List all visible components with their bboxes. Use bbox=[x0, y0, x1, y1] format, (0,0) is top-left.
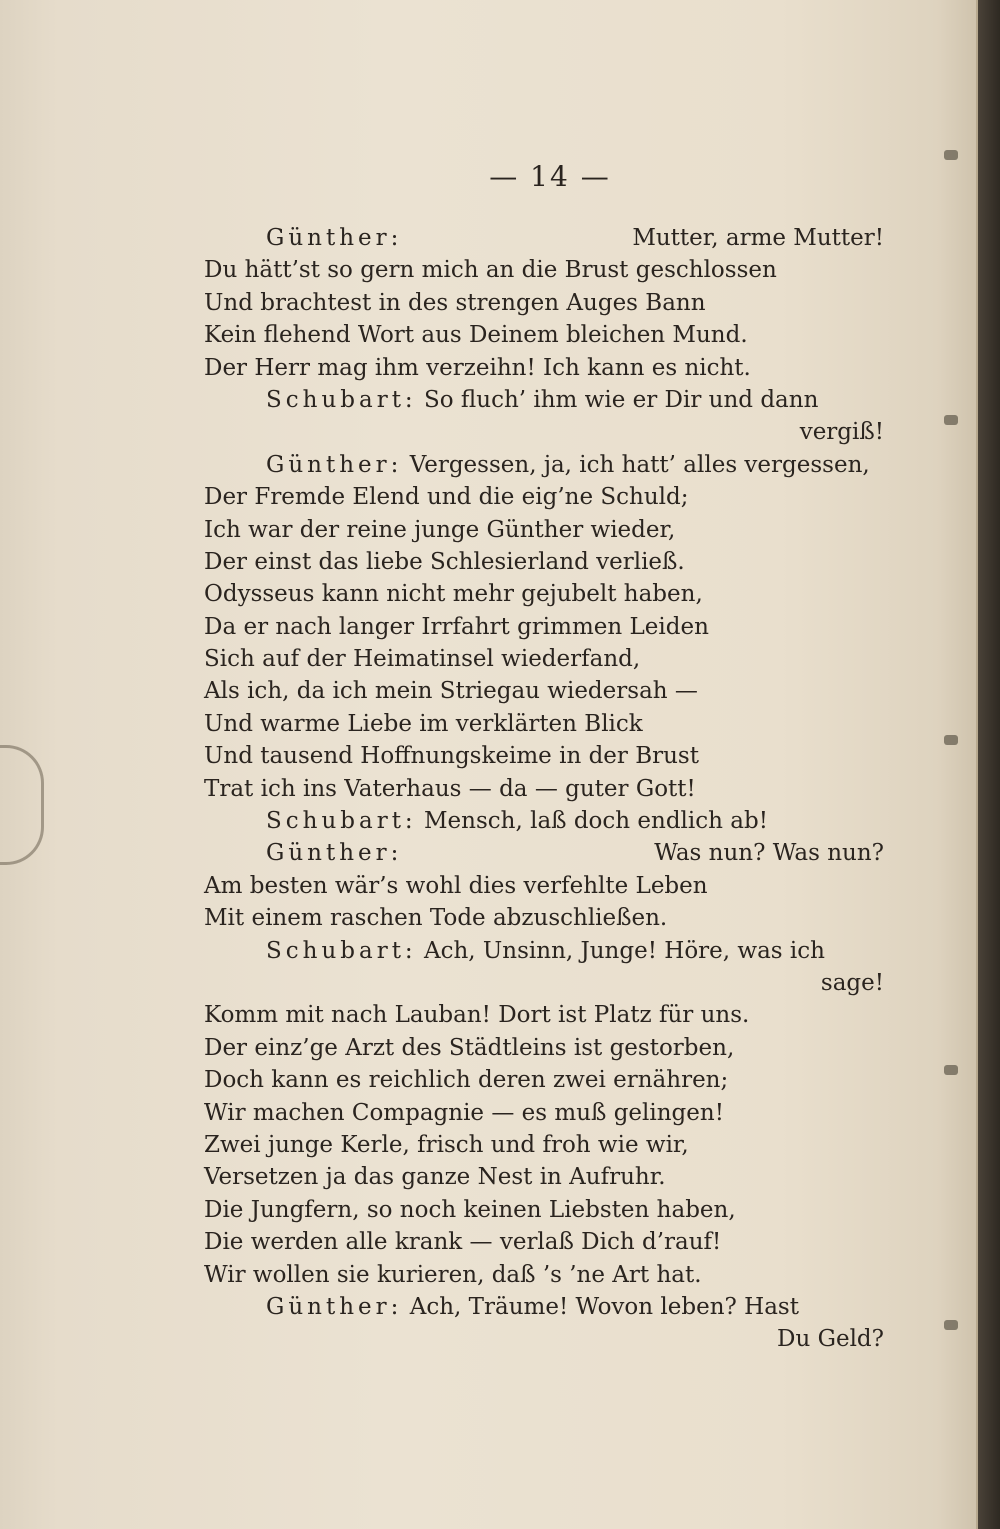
verse-text: Die werden alle krank — verlaß Dich d’rauf! bbox=[204, 1229, 722, 1256]
verse-text: Doch kann es reichlich deren zwei ernähren; bbox=[204, 1067, 729, 1094]
speaker-name: Schubart: bbox=[266, 937, 417, 964]
text-line bbox=[204, 902, 884, 934]
text-line bbox=[204, 416, 884, 448]
text-line bbox=[204, 643, 884, 675]
verse-text: Trat ich ins Vaterhaus — da — guter Gott! bbox=[204, 775, 696, 802]
text-line bbox=[204, 1064, 884, 1096]
text-line bbox=[204, 384, 884, 416]
text-line bbox=[204, 1194, 884, 1226]
edge-mark bbox=[944, 150, 958, 160]
speech-text: Ach, Unsinn, Junge! Höre, was ich bbox=[416, 937, 825, 964]
text-line bbox=[204, 514, 884, 546]
text-line bbox=[204, 578, 884, 610]
speech-continuation: sage! bbox=[820, 969, 884, 996]
verse-text: Und warme Liebe im verklärten Blick bbox=[204, 710, 643, 737]
text-line bbox=[204, 740, 884, 772]
page-number: — 14 — bbox=[489, 160, 611, 193]
verse-text: Komm mit nach Lauban! Dort ist Platz für uns. bbox=[204, 1002, 750, 1029]
text-line bbox=[204, 999, 884, 1031]
verse-text: Ich war der reine junge Günther wieder, bbox=[204, 516, 676, 543]
speech-continuation: Du Geld? bbox=[777, 1326, 884, 1353]
edge-mark bbox=[944, 735, 958, 745]
text-line bbox=[204, 1323, 884, 1355]
text-line bbox=[204, 870, 884, 902]
text-line bbox=[204, 773, 884, 805]
dialogue-text bbox=[204, 222, 884, 1356]
verse-text: Wir machen Compagnie — es muß gelingen! bbox=[204, 1099, 724, 1126]
speaker-name: Schubart: bbox=[266, 808, 417, 835]
text-line bbox=[204, 481, 884, 513]
speaker-name: Günther: bbox=[266, 225, 403, 251]
verse-text: Am besten wär’s wohl dies verfehlte Leben bbox=[204, 872, 708, 899]
speech-continuation: vergiß! bbox=[799, 419, 884, 446]
verse-text: Der einz’ge Arzt des Städtleins ist gestorben, bbox=[204, 1034, 735, 1061]
speaker-name: Günther: bbox=[266, 1293, 403, 1320]
verse-text: Kein flehend Wort aus Deinem bleichen Mund. bbox=[204, 322, 748, 349]
verse-text: Versetzen ja das ganze Nest in Aufruhr. bbox=[204, 1164, 666, 1191]
text-line bbox=[204, 1259, 884, 1291]
verse-text: Der Fremde Elend und die eig’ne Schuld; bbox=[204, 484, 689, 511]
text-line bbox=[204, 611, 884, 643]
text-line bbox=[204, 675, 884, 707]
text-line bbox=[204, 967, 884, 999]
speech-text: Mensch, laß doch endlich ab! bbox=[416, 808, 768, 835]
text-line bbox=[204, 222, 884, 254]
text-line bbox=[204, 1161, 884, 1193]
text-line bbox=[204, 546, 884, 578]
text-line bbox=[204, 1291, 884, 1323]
text-line bbox=[204, 935, 884, 967]
verse-text: Zwei junge Kerle, frisch und froh wie wir, bbox=[204, 1131, 689, 1158]
verse-text: Und tausend Hoffnungskeime in der Brust bbox=[204, 743, 699, 770]
edge-mark bbox=[944, 1320, 958, 1330]
book-gutter-shadow bbox=[978, 0, 1000, 1529]
edge-mark bbox=[944, 415, 958, 425]
speech-text: So fluch’ ihm wie er Dir und dann bbox=[416, 386, 819, 413]
text-line bbox=[204, 837, 884, 869]
speaker-name: Schubart: bbox=[266, 386, 417, 413]
text-line bbox=[204, 319, 884, 351]
verse-text: Der Herr mag ihm verzeihn! Ich kann es nicht. bbox=[204, 354, 751, 381]
speech-text: Vergessen, ja, ich hatt’ alles vergessen, bbox=[402, 451, 870, 478]
verse-text: Odysseus kann nicht mehr gejubelt haben, bbox=[204, 581, 703, 608]
text-line bbox=[204, 708, 884, 740]
text-line bbox=[204, 1097, 884, 1129]
edge-mark bbox=[944, 1065, 958, 1075]
speaker-name: Günther: bbox=[266, 451, 403, 478]
text-line bbox=[204, 1129, 884, 1161]
speech-text: Was nun? Was nun? bbox=[654, 840, 884, 867]
speech-text: Ach, Träume! Wovon leben? Hast bbox=[402, 1293, 799, 1320]
verse-text: Mit einem raschen Tode abzuschließen. bbox=[204, 905, 668, 932]
text-line bbox=[204, 287, 884, 319]
speech-text: Mutter, arme Mutter! bbox=[632, 225, 884, 251]
verse-text: Wir wollen sie kurieren, daß ’s ’ne Art hat. bbox=[204, 1261, 702, 1288]
text-line bbox=[204, 1032, 884, 1064]
verse-text: Als ich, da ich mein Striegau wiedersah — bbox=[204, 678, 698, 705]
verse-text: Und brachtest in des strengen Auges Bann bbox=[204, 289, 706, 316]
text-line bbox=[204, 254, 884, 286]
text-line bbox=[204, 805, 884, 837]
text-line bbox=[204, 352, 884, 384]
text-line bbox=[204, 449, 884, 481]
verse-text: Der einst das liebe Schlesierland verließ. bbox=[204, 548, 685, 575]
speaker-name: Günther: bbox=[266, 840, 403, 867]
verse-text: Die Jungfern, so noch keinen Liebsten haben, bbox=[204, 1196, 736, 1223]
text-line bbox=[204, 1226, 884, 1258]
verse-text: Sich auf der Heimatinsel wiederfand, bbox=[204, 646, 641, 673]
verse-text: Du hätt’st so gern mich an die Brust geschlossen bbox=[204, 257, 777, 284]
binding-mark bbox=[0, 745, 44, 865]
verse-text: Da er nach langer Irrfahrt grimmen Leiden bbox=[204, 613, 709, 640]
page-edge-marks bbox=[942, 0, 958, 1529]
